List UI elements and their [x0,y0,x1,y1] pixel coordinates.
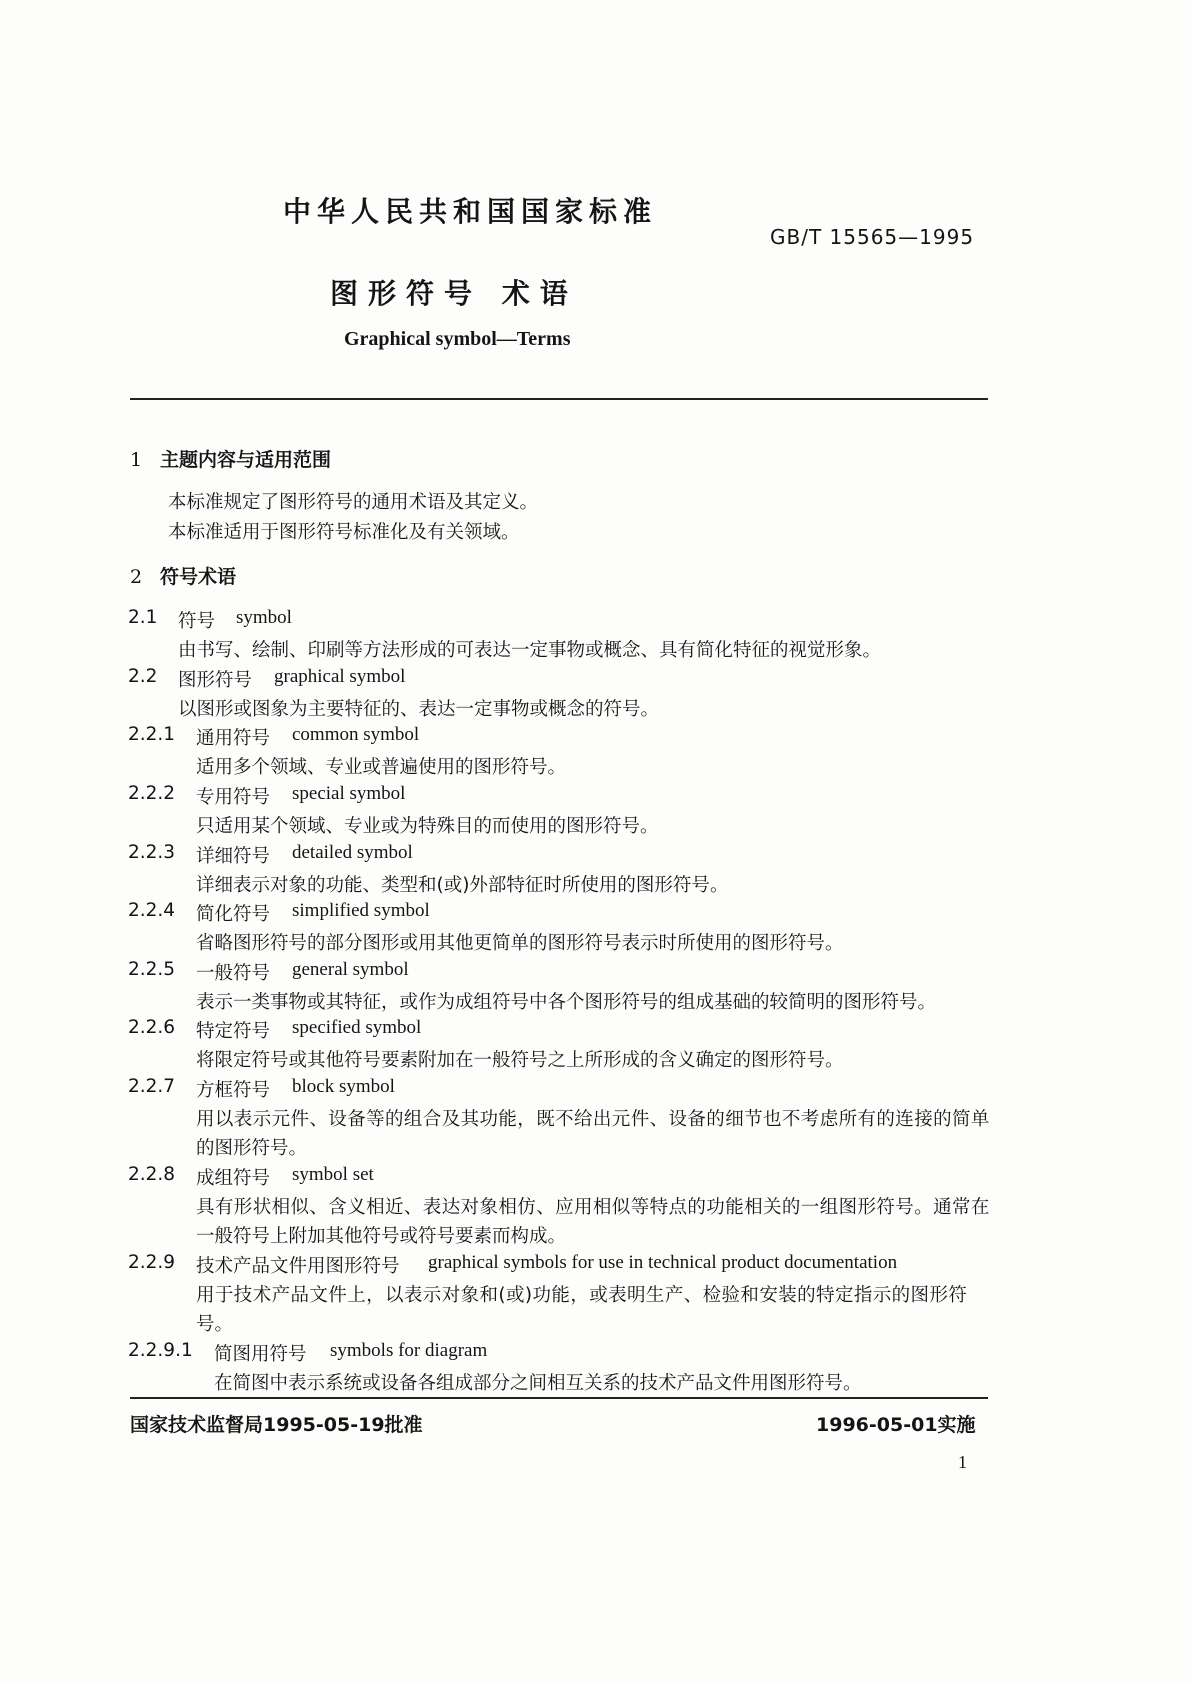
term-definition: 以图形或图象为主要特征的、表达一定事物或概念的符号。 [178,699,660,720]
section-title: 符号术语 [160,566,237,588]
document-title-en: Graphical symbol—Terms [344,328,571,350]
term-number: 2.2.9.1 [128,1340,193,1361]
term-number: 2.2 [128,666,158,687]
term-chinese: 通用符号 [196,728,271,749]
term-number: 2.2.8 [128,1164,176,1185]
effective-date: 1996-05-01实施 [816,1414,976,1436]
section-number: 1 [130,449,143,471]
term-definition: 用于技术产品文件上，以表示对象和(或)功能，或表明生产、检验和安装的特定指示的图形符 [196,1285,968,1306]
term-definition: 的图形符号。 [196,1138,308,1159]
term-definition: 表示一类事物或其特征，或作为成组符号中各个图形符号的组成基础的较简明的图形符号。 [196,992,937,1013]
standard-number: GB/T 15565—1995 [770,225,975,249]
term-number: 2.2.7 [128,1076,176,1097]
term-definition: 一般符号上附加其他符号或符号要素而构成。 [196,1226,567,1247]
section-title: 主题内容与适用范围 [160,449,332,471]
term-chinese: 一般符号 [196,963,271,984]
term-english: block symbol [292,1076,395,1097]
term-english: symbol [236,607,292,628]
term-definition: 号。 [196,1314,234,1335]
section-1-line: 本标准规定了图形符号的通用术语及其定义。 [168,492,539,513]
term-number: 2.1 [128,607,158,628]
term-definition: 用以表示元件、设备等的组合及其功能，既不给出元件、设备的细节也不考虑所有的连接的简单 [196,1109,990,1130]
term-english: general symbol [292,959,409,980]
term-english: special symbol [292,783,406,804]
term-chinese: 符号 [178,611,216,632]
term-english: graphical symbol [274,666,406,687]
section-1-line: 本标准适用于图形符号标准化及有关领域。 [168,522,520,543]
term-number: 2.2.1 [128,724,176,745]
term-number: 2.2.3 [128,842,176,863]
term-chinese: 简图用符号 [214,1344,307,1365]
term-english: common symbol [292,724,420,745]
header-divider [130,398,988,400]
page-number: 1 [958,1452,967,1472]
approval-date: 国家技术监督局1995-05-19批准 [130,1414,423,1436]
term-definition: 在简图中表示系统或设备各组成部分之间相互关系的技术产品文件用图形符号。 [214,1373,862,1394]
term-chinese: 简化符号 [196,904,271,925]
document-title-cn: 图形符号 术语 [330,277,578,310]
term-english: symbols for diagram [330,1340,488,1361]
term-english: specified symbol [292,1017,422,1038]
term-chinese: 特定符号 [196,1021,271,1042]
term-english: symbol set [292,1164,374,1185]
term-chinese: 图形符号 [178,670,253,691]
term-definition: 适用多个领域、专业或普遍使用的图形符号。 [196,757,567,778]
term-definition: 详细表示对象的功能、类型和(或)外部特征时所使用的图形符号。 [196,875,729,896]
term-chinese: 技术产品文件用图形符号 [196,1256,400,1277]
section-2-heading [130,562,236,589]
section-number: 2 [130,566,143,588]
term-definition: 由书写、绘制、印刷等方法形成的可表达一定事物或概念、具有简化特征的视觉形象。 [178,640,882,661]
term-english: detailed symbol [292,842,413,863]
footer-divider [130,1397,988,1399]
term-number: 2.2.5 [128,959,176,980]
term-definition: 省略图形符号的部分图形或用其他更简单的图形符号表示时所使用的图形符号。 [196,933,844,954]
term-definition: 将限定符号或其他符号要素附加在一般符号之上所形成的含义确定的图形符号。 [196,1050,844,1071]
term-chinese: 详细符号 [196,846,271,867]
term-chinese: 成组符号 [196,1168,271,1189]
term-definition: 具有形状相似、含义相近、表达对象相仿、应用相似等特点的功能相关的一组图形符号。通常在 [196,1197,990,1218]
term-definition: 只适用某个领域、专业或为特殊目的而使用的图形符号。 [196,816,659,837]
section-1-heading [130,445,331,472]
term-number: 2.2.2 [128,783,176,804]
term-number: 2.2.9 [128,1252,176,1273]
term-english: simplified symbol [292,900,430,921]
national-standard-heading: 中华人民共和国国家标准 [283,195,658,228]
term-number: 2.2.4 [128,900,176,921]
term-number: 2.2.6 [128,1017,176,1038]
term-chinese: 方框符号 [196,1080,271,1101]
term-english: graphical symbols for use in technical product documentation [428,1252,898,1273]
term-chinese: 专用符号 [196,787,271,808]
